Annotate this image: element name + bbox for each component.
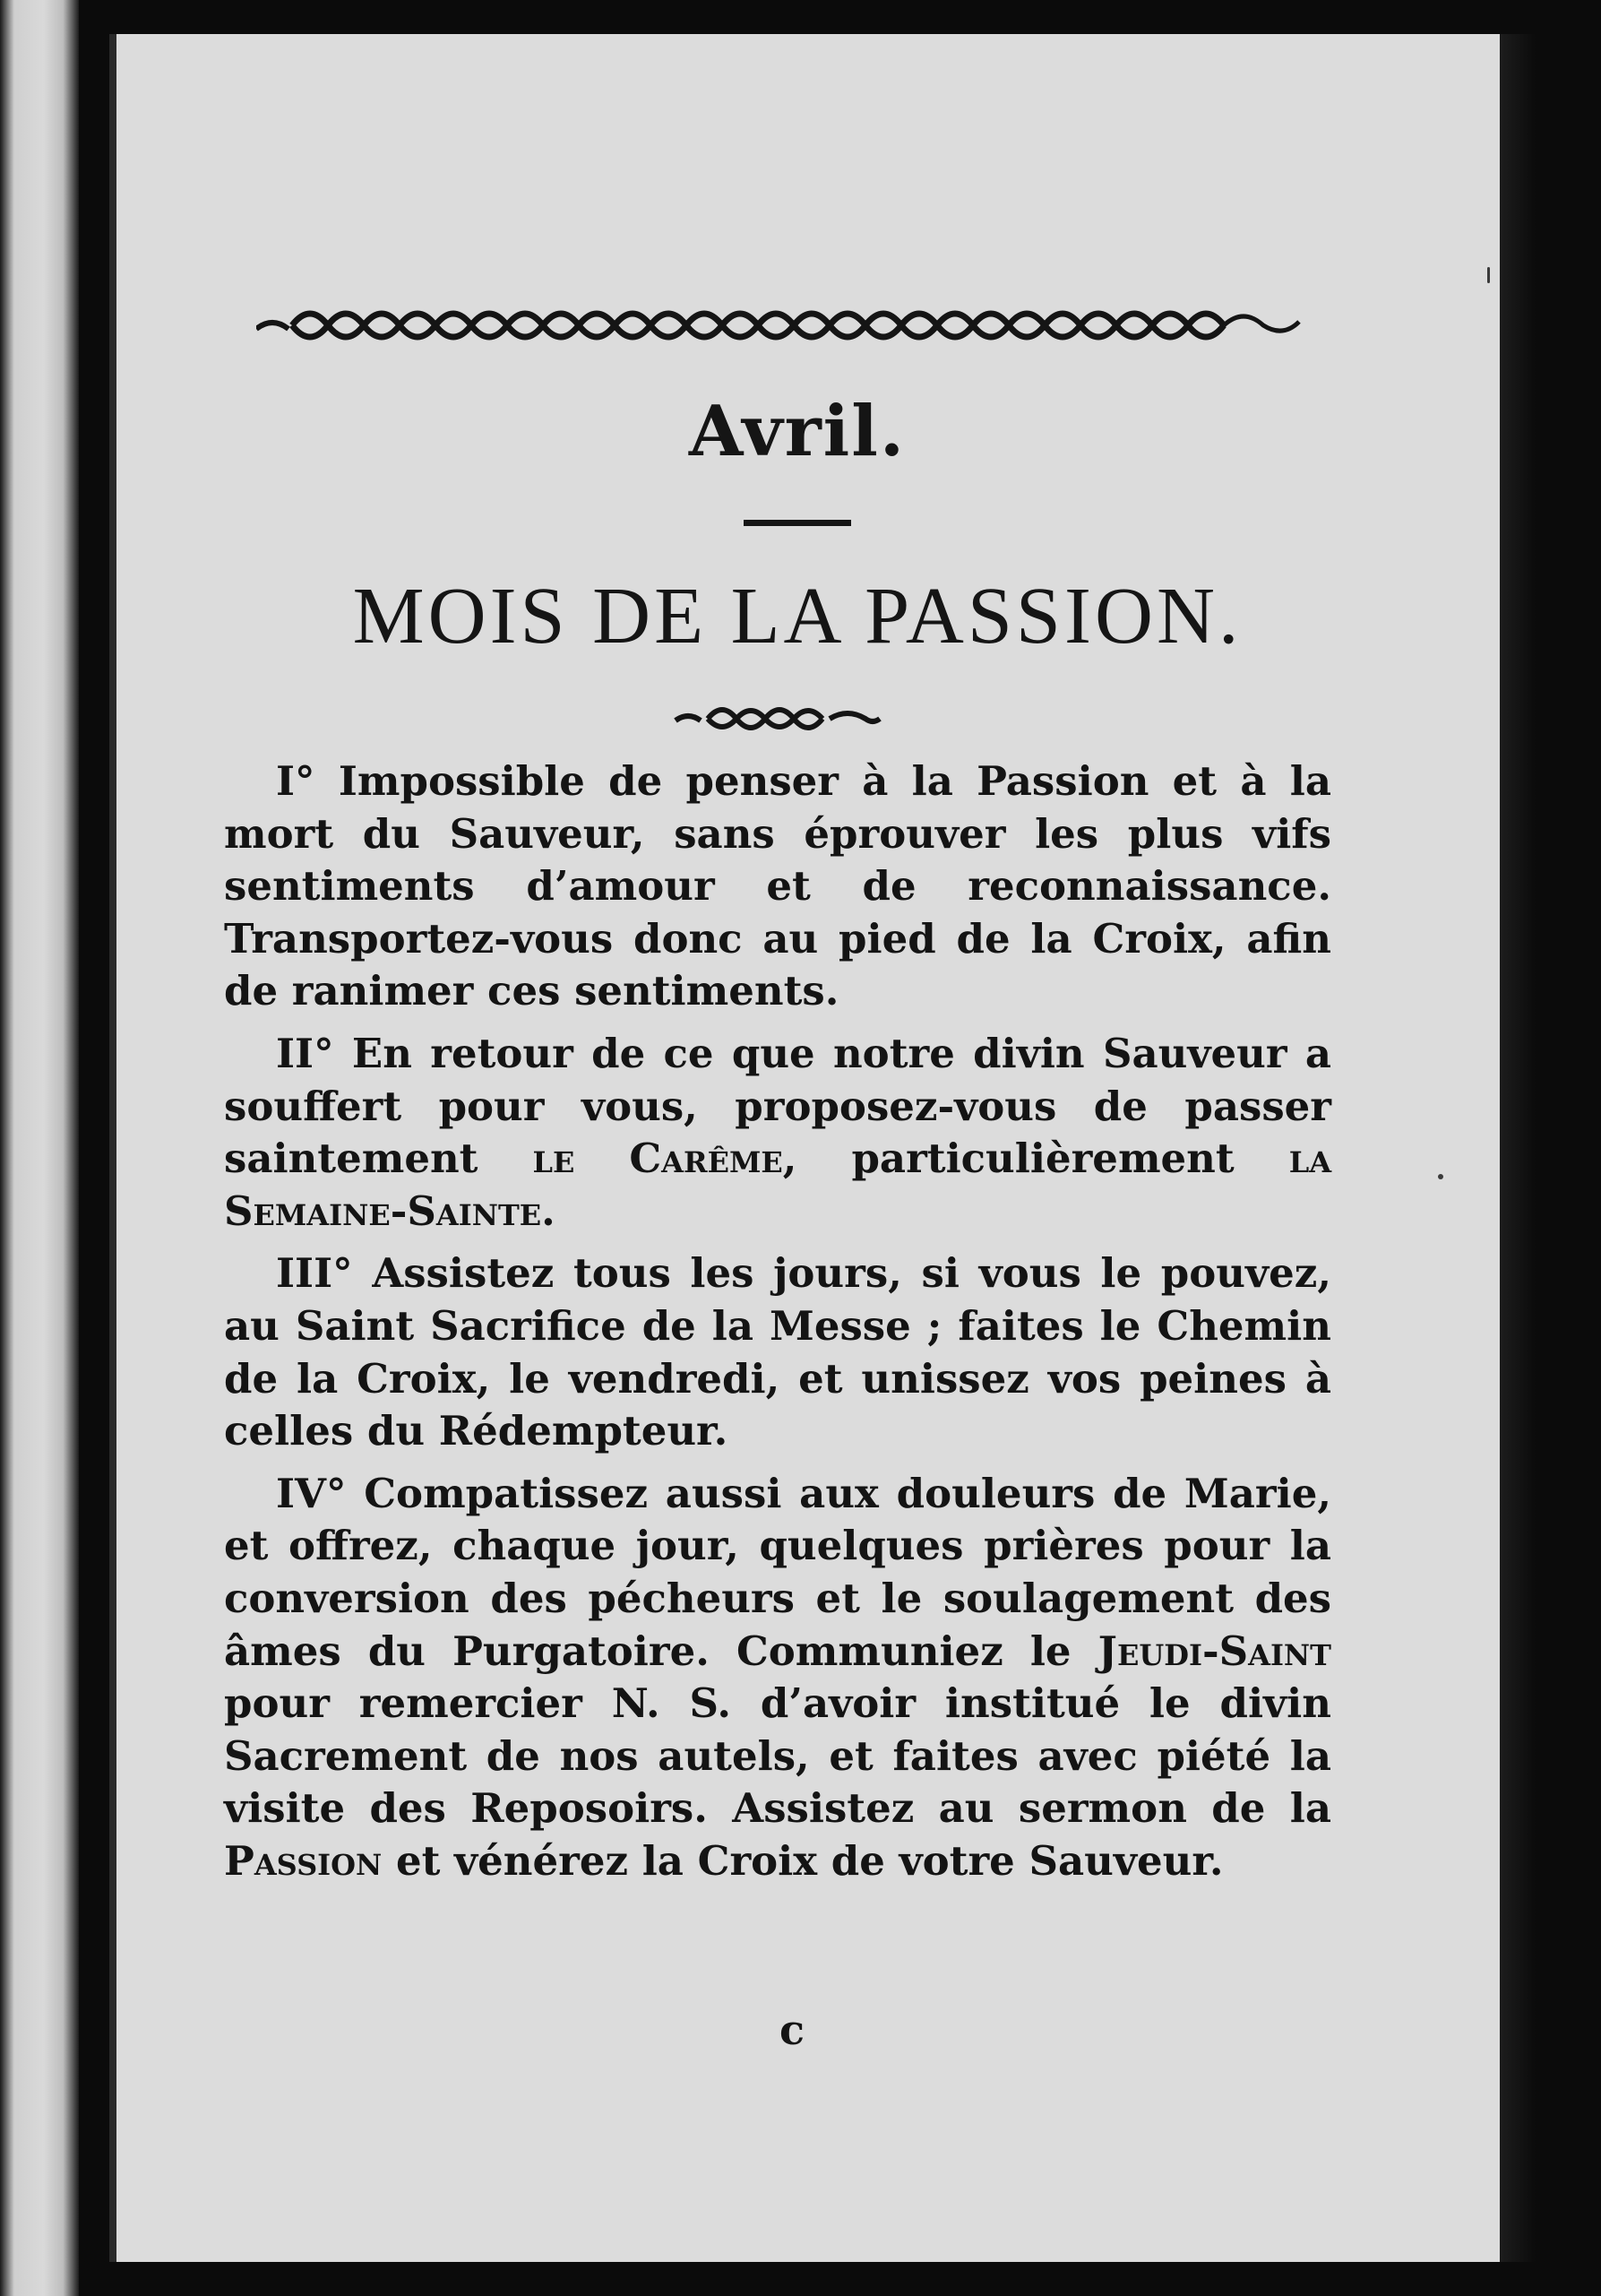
paragraph-numeral: IV° [276,1469,347,1517]
paragraph-text: Compatissez aussi aux douleurs de Marie, et offrez, chaque jour, quelques prières pour la conversion des pécheurs et le soulagement des âmes du Purgatoire. Communiez le [224,1469,1332,1675]
page-heading: MOIS DE LA PASSION. [352,572,1243,660]
paper-speck [1438,1174,1443,1179]
paragraph-numeral: II° [276,1029,334,1077]
paper-speck [1487,267,1490,283]
small-caps-term: Passion [224,1836,383,1885]
paragraph-text: En retour de ce que notre divin Sauveur a souffert pour vous, proposez-vous de passer saintement [224,1029,1331,1183]
paragraph-text: , particulièrement [782,1135,1289,1183]
paragraph-3 [224,1247,1331,1457]
paragraph-text: . [541,1187,555,1235]
book-page [109,34,1500,2262]
signature-mark: c [779,2006,805,2054]
paragraph-text: Impossible de penser à la Passion et à la mort du Sauveur, sans éprouver les plus vifs sentiments d’amour et de reconnaissance. Transportez-vous donc au pied de la Croix, afin de ranimer ces sentiments. [224,757,1331,1015]
paragraph-4 [224,1468,1331,1888]
small-caps-term: le Carême [532,1135,783,1183]
paragraph-2 [224,1028,1331,1238]
paragraph-numeral: I° [276,757,315,805]
small-caps-term: la Semaine-Sainte [224,1135,1332,1235]
month-title: Avril. [688,391,907,472]
title-rule [744,520,851,526]
paragraph-numeral: III° [276,1249,353,1298]
top-ornament-border [256,297,1313,354]
previous-page-edge [0,0,79,2296]
paragraph-text: et vénérez la Croix de votre Sauveur. [382,1836,1224,1885]
paragraph-text: Assistez tous les jours, si vous le pouvez, au Saint Sacrifice de la Messe ; faites le Chemin de la Croix, le vendredi, et unissez vos peines à celles du Rédempteur. [224,1249,1331,1455]
small-ornament [672,699,883,735]
page-right-shadow [1500,34,1536,2262]
paragraph-text: pour remercier N. S. d’avoir institué le divin Sacrement de nos autels, et faites avec piété la visite des Reposoirs. Assistez au sermon de la [224,1679,1331,1833]
small-caps-term: Jeudi-Saint [1097,1627,1331,1675]
body-text [224,755,1331,1897]
paragraph-1 [224,755,1331,1018]
